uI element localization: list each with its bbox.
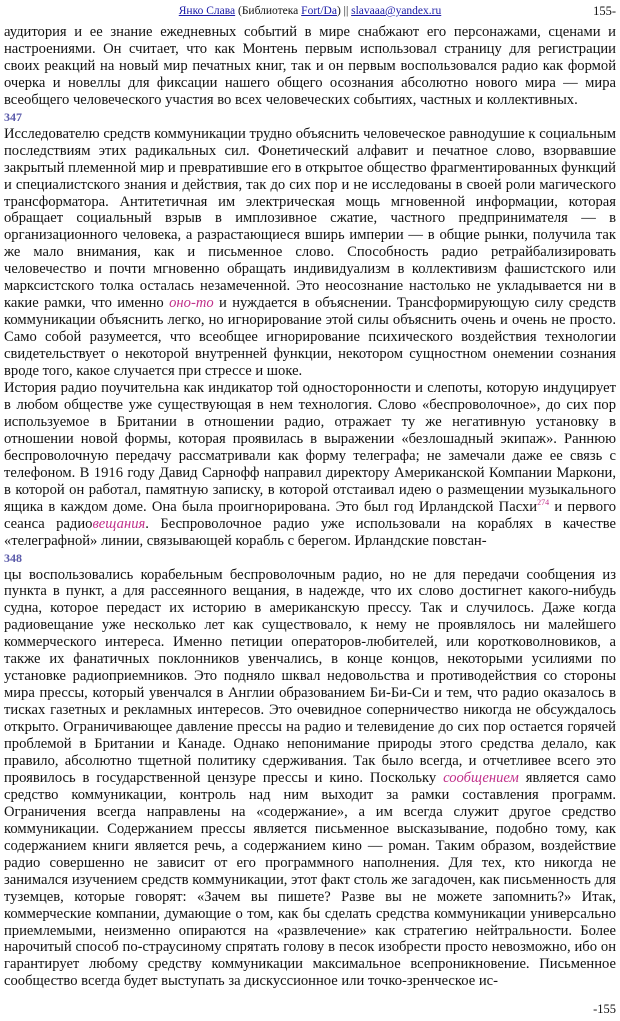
library-prefix: (Библиотека (235, 5, 302, 17)
page-marker-347: 347 (4, 109, 22, 124)
paragraph-3 (4, 380, 616, 550)
page-header (0, 3, 620, 19)
footer-page-number: -155 (593, 1002, 616, 1016)
paragraph-1: аудитория и ее знание ежедневных событий в мире снабжают его персонажами, сценами и настроениями. Он считает, что как Монтень первым использовал страницу для регистрации своих реакций на новый мир печатных книг, так и он первым воспользовался радио как формой очерка и новеллы для фиксации нашего общего осознания абсолютно нового мира — мира всеобщего человеческого участия во всех человеческих событиях, частных и коллективных. (4, 24, 616, 108)
author-link[interactable]: Янко Слава (178, 5, 236, 17)
email-link[interactable]: slavaaa@yandex.ru (351, 5, 442, 17)
paragraph-4-emphasis: сообщением (443, 769, 519, 786)
library-suffix: ) || (336, 5, 352, 17)
header-page-number: 155- (593, 4, 616, 18)
paragraph-4 (4, 567, 616, 991)
footnote-ref-274[interactable]: 274 (537, 497, 550, 507)
paragraph-3-text-a: История радио поучительна как индикатор той односторонности и слепоты, которую индуцирует в любом обществе уже существующая в нем технология. Слово «беспроволочное», до сих пор используемое в Британии в отношении радио, отражает ту же негативную установку в отношении новой формы, которая проявилась в выражении «безлошадный экипаж». Раннюю беспроволочную передачу рассматривали как форму телеграфа; не замечали даже ее связь с телефоном. В 1916 году Давид Сарнофф направил директору Американской Компании Маркони, в которой он работал, памятную записку, в которой отстаивал идею о размещении музыкального ящика в каждом доме. Она была проигнорирована. Это был год Ирландской Пасхи (4, 380, 616, 515)
paragraph-4-text-b: является само средство коммуникации, контроль над ним выходит за рамки составления программ. Ограничения всегда направлены на «содержание», а им всегда служит другое средство коммуникации. Содержанием прессы является письменное высказывание, подобно тому, как содержанием книги является речь, а содержанием кино — роман. Таким образом, воздействие радио совершенно не зависит от его программного наполнения. Для тех, кто никогда не занимался изучением средств коммуникации, этот факт столь же загадочен, как письменность для туземцев, которые говорят: «Зачем вы пишете? Разве вы не можете запомнить?» Итак, коммерческие компании, думающие о том, как бы сделать средства коммуникации универсально приемлемыми, неизменно опираются на «развлечение» как стратегию нейтральности. Более нарочитый способ по-страусиному спрятать голову в песок изобрести просто невозможно, ибо он гарантирует любому средству коммуникации максимальное всепроникновение. Письменное сообщество всегда будет выступать за дискуссионное или точко-зренческое ис- (4, 769, 616, 990)
paragraph-2-text-a: Исследователю средств коммуникации трудно объяснить человеческое равнодушие к социальным последствиям этих радикальных сил. Фонетический алфавит и печатное слово, взорвавшие закрытый племенной мир и превратившие его в открытое общество фрагментированных функций и специалистского знания и действия, так до сих пор и не исследованы в своей роли магического трансформатора. Антитетичная им электрическая мощь мгновенной информации, которая обращает социальный взрыв в имплозивное сжатие, частного предпринимателя — в организационного человека, а разрастающиеся вширь империи — в общие рынки, получила так же мало внимания, как и письменное слово. Способность радио ретрайбализировать человечество и почти мгновенно обращать индивидуализм в коллективизм фашистского или марксистского толка осталась незамеченной. Это неосознание настолько не укладывается ни в какие рамки, что именно (4, 125, 616, 312)
library-link[interactable]: Fort/Da (301, 5, 337, 17)
paragraph-2-text-b: и нуждается в объяснении. Трансформирующую силу средств коммуникации объяснить легко, но игнорирование этой силы объяснить очень и очень не просто. Само собой разумеется, что всеобщее игнорирование психического воздействия технологии свидетельствует о некоторой внутренней функции, некотором сущностном онемении сознания вроде того, какое случается при стрессе и шоке. (4, 295, 616, 380)
page-marker-348: 348 (4, 550, 22, 565)
paragraph-3-emphasis: вещания (92, 515, 146, 532)
header-credits (0, 3, 620, 19)
paragraph-2-emphasis: оно-то (169, 295, 214, 312)
paragraph-2 (4, 126, 616, 380)
page-body (4, 24, 616, 990)
paragraph-3-text-c: . Беспроволочное радио уже использовали на кораблях в качестве «телеграфной» линии, связывающей корабль с берегом. Ирландские повстан- (4, 515, 616, 549)
paragraph-3-text-b: и первого сеанса радио (4, 498, 617, 532)
paragraph-4-text-a: цы воспользовались корабельным беспроволочным радио, но не для передачи сообщения из пункта в пункт, а для рассеянного вещания, в надежде, что их слово достигнет какого-нибудь судна, которое передаст их историю в американскую прессу. Так и случилось. Даже когда радиовещание уже несколько лет как существовало, к нему не проявлялось ни малейшего коммерческого интереса. Именно петиции операторов-любителей, или коротковолновиков, а также их фанатичных поклонников увенчались, в конце концов, некоторыми усилиями по установке радиоприемников. Это подняло шквал недовольства и противодействия со стороны мира прессы, который увенчался в Англии образованием Би-Би-Си и тем, что радио оказалось в тисках газетных и рекламных интересов. Это очевидное соперничество никогда не обсуждалось открыто. Ограничивающее давление прессы на радио и телевидение до сих пор остается горячей проблемой в Британии и Канаде. Однако непонимание природы этого средства делало, как правило, абсолютно тщетной политику сдерживания. Так было всегда, и отчетливее всего это проявилось в государственной цензуре прессы и кино. Поскольку (4, 566, 616, 786)
